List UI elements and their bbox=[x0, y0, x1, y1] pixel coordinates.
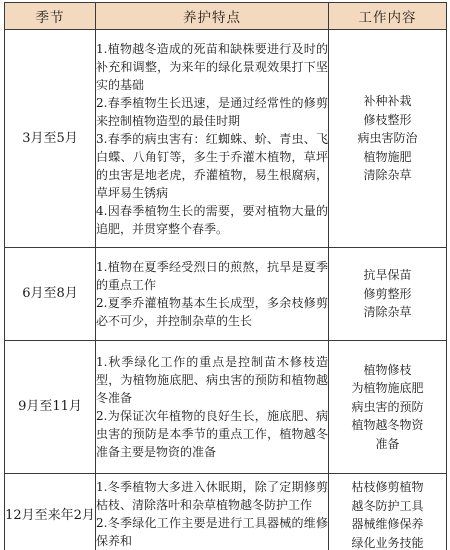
work-item: 植物修枝 bbox=[363, 362, 412, 377]
work-cell bbox=[329, 474, 447, 550]
work-item: 补种补栽 bbox=[363, 94, 412, 109]
features-cell bbox=[96, 248, 329, 341]
header-features: 养护特点 bbox=[96, 3, 329, 30]
feature-item: 1.植物越冬造成的死苗和缺株要进行及时的补充和调整，为来年的绿化景观效果打下坚实的基础 bbox=[96, 41, 328, 92]
work-item: 越冬防护工具 bbox=[351, 498, 424, 513]
work-item: 修剪整形 bbox=[363, 286, 412, 301]
work-item: 器械维修保养 bbox=[351, 517, 424, 531]
header-row bbox=[5, 3, 447, 30]
work-cell bbox=[329, 341, 447, 474]
work-item: 准备 bbox=[375, 436, 400, 451]
feature-item: 1.冬季植物大多进入休眠期，除了定期修剪枯枝、清除落叶和杂草植物越冬防护工作 bbox=[96, 480, 328, 512]
work-item: 病虫害的预防 bbox=[351, 399, 424, 414]
feature-item: 1.植物在夏季经受烈日的煎熬，抗旱是夏季的重点工作 bbox=[96, 260, 328, 292]
season-cell: 3月至5月 bbox=[5, 30, 96, 248]
feature-item: 4.因春季植物生长的需要，要对植物大量的追肥，并贯穿整个春季。 bbox=[96, 203, 328, 236]
table-row bbox=[5, 474, 447, 550]
feature-item: 2.春季植物生长迅速，是通过经常性的修剪来控制植物造型的最佳时期 bbox=[96, 95, 328, 128]
season-cell: 6月至8月 bbox=[5, 248, 96, 341]
work-item: 植物越冬物资 bbox=[351, 418, 424, 433]
feature-item: 2.冬季绿化工作主要是进行工具器械的维修保养和 bbox=[96, 516, 328, 548]
season-cell: 12月至来年2月 bbox=[5, 474, 96, 550]
features-cell bbox=[96, 30, 329, 248]
maintenance-table bbox=[4, 2, 447, 550]
header-work: 工作内容 bbox=[329, 3, 447, 30]
table-row bbox=[5, 30, 447, 248]
feature-item: 1.秋季绿化工作的重点是控制苗木修枝造型，为植物施底肥、病虫害的预防和植物越冬准备 bbox=[96, 355, 328, 405]
work-item: 绿化业务技能 bbox=[351, 535, 424, 550]
feature-item: 2.夏季乔灌植物基本生长成型，多余枝修剪必不可少，并控制杂草的生长 bbox=[96, 296, 328, 328]
feature-item: 2.为保证次年植物的良好生长，施底肥、病虫害的预防是本季节的重点工作，植物越冬准备主要是物资的准备 bbox=[96, 409, 328, 459]
work-item: 植物施肥 bbox=[363, 149, 412, 164]
work-item: 枯枝修剪植物 bbox=[351, 480, 424, 494]
work-item: 修枝整形 bbox=[363, 112, 412, 127]
work-item: 抗旱保苗 bbox=[363, 268, 412, 283]
table-row bbox=[5, 248, 447, 341]
work-item: 病虫害防治 bbox=[357, 131, 418, 146]
table-row bbox=[5, 341, 447, 474]
work-item: 为植物施底肥 bbox=[351, 381, 424, 396]
features-cell bbox=[96, 341, 329, 474]
header-season: 季节 bbox=[5, 3, 96, 30]
work-cell bbox=[329, 30, 447, 248]
work-cell bbox=[329, 248, 447, 341]
work-item: 清除杂草 bbox=[363, 305, 412, 320]
feature-item: 3.春季的病虫害有：红蜘蛛、蚧、青虫、飞白蝶、八角钉等，多生于乔灌木植物，草坪的虫害是地老虎，乔灌植物，易生根腐病，草坪易生锈病 bbox=[96, 131, 328, 200]
features-cell bbox=[96, 474, 329, 550]
season-cell: 9月至11月 bbox=[5, 341, 96, 474]
work-item: 清除杂草 bbox=[363, 168, 412, 183]
